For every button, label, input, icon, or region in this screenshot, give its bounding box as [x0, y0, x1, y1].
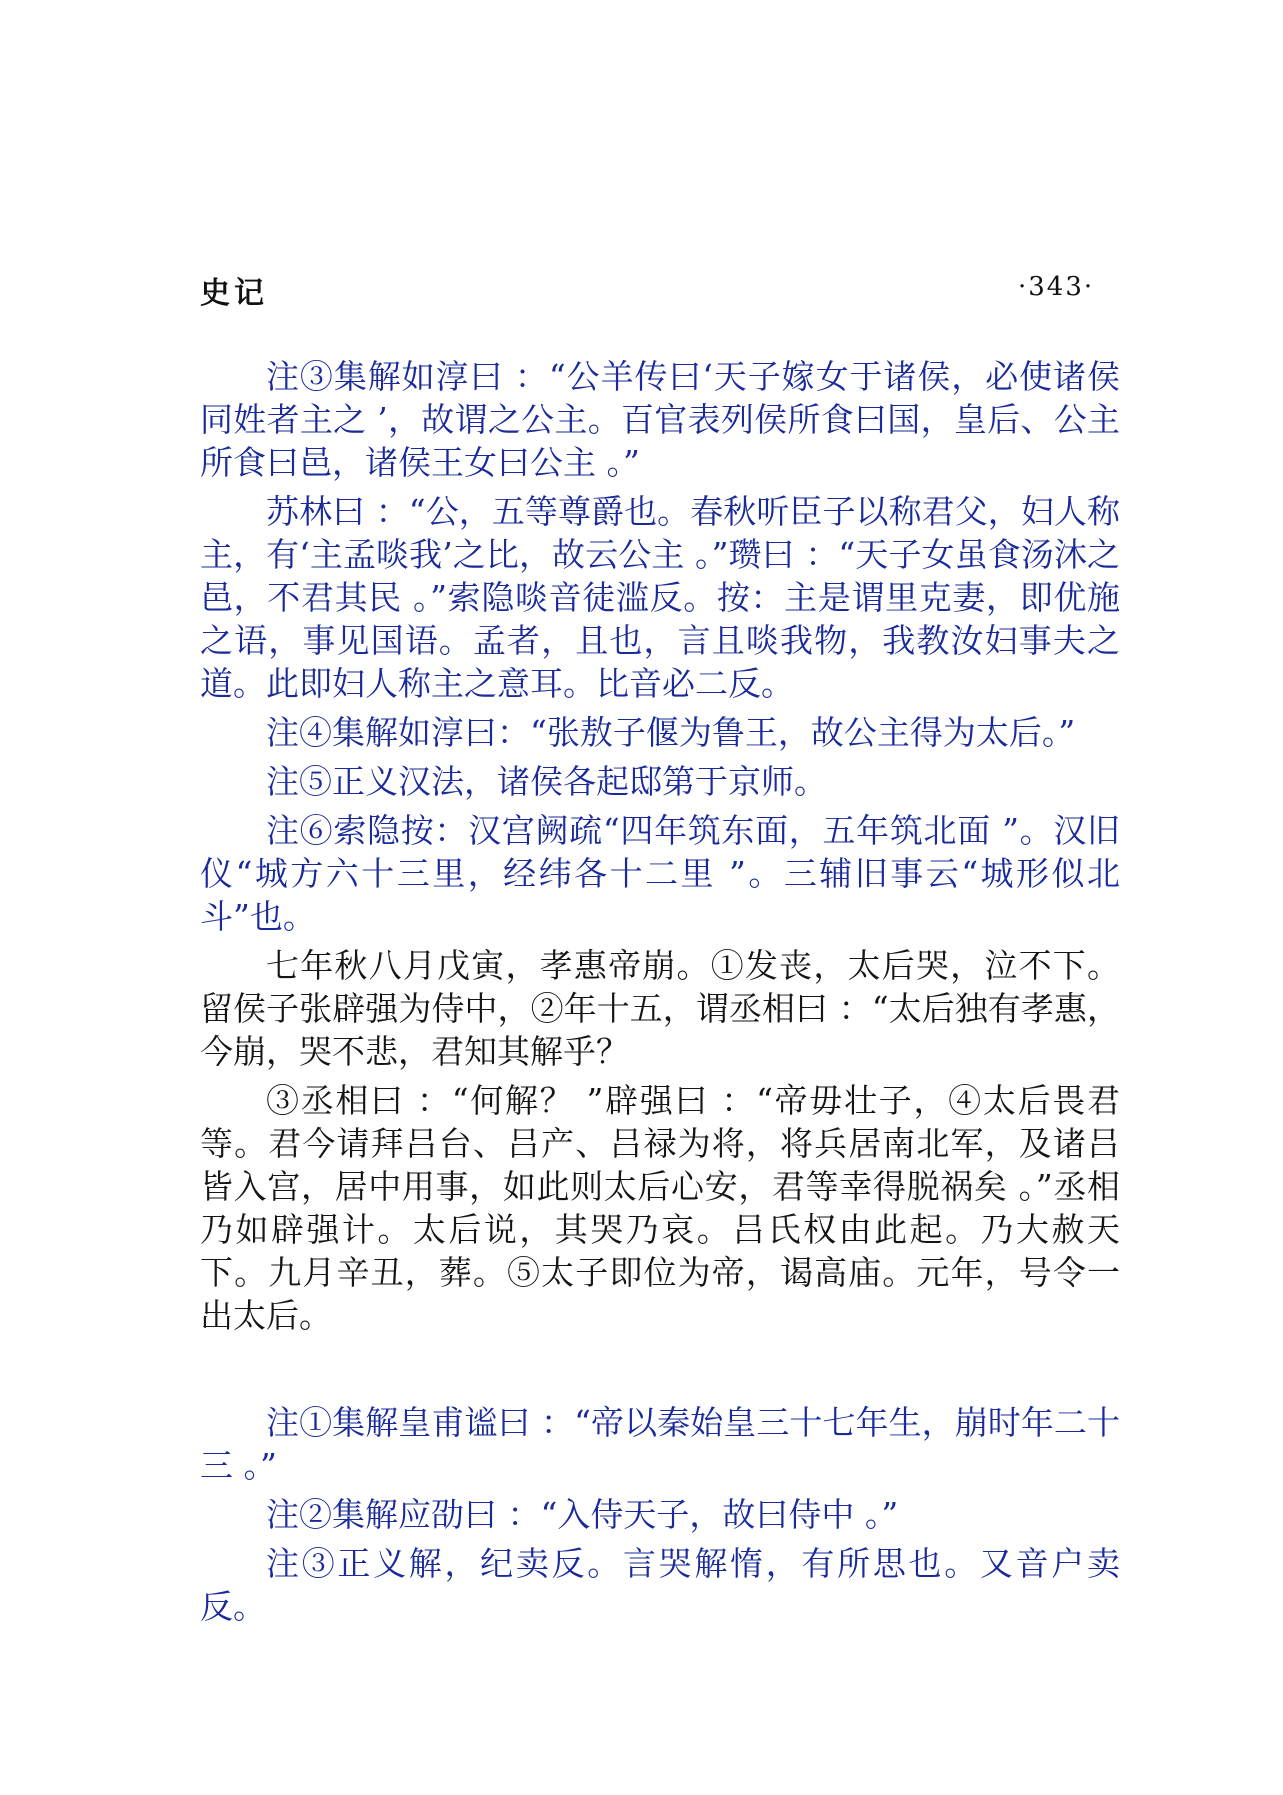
main-text-paragraph: 七年秋八月戊寅，孝惠帝崩。①发丧，太后哭，泣不下。留侯子张辟强为侍中，②年十五，谓丞相曰 ：“太后独有孝惠，今崩，哭不悲，君知其解乎？: [200, 946, 1120, 1071]
section-spacer: [200, 1343, 1120, 1401]
annotation-paragraph: 注③集解如淳曰 ：“公羊传曰‘天子嫁女于诸侯，必使诸侯同姓者主之 ’，故谓之公主。百官表列侯所食曰国，皇后、公主所食曰邑，诸侯王女曰公主 。”: [200, 357, 1120, 482]
running-header-title: 史记: [200, 276, 268, 311]
main-text-paragraph: ③丞相曰 ：“何解？ ”辟强曰 ：“帝毋壮子，④太后畏君等。君今请拜吕台、吕产、吕禄为将，将兵居南北军，及诸吕皆入宫，居中用事，如此则太后心安，君等幸得脱祸矣 。”丞相乃如辟强计。太后说，其哭乃哀。吕氏权由此起。乃大赦天下。九月辛丑，葬。⑤太子即位为帝，谒高庙。元年，号令一出太后。: [200, 1081, 1120, 1335]
page-number: ·343·: [1018, 272, 1095, 302]
annotation-paragraph: 注⑤正义汉法，诸侯各起邸第于京师。: [266, 762, 827, 801]
annotation-paragraph: 注②集解应劭曰 ：“入侍天子，故曰侍中 。”: [266, 1495, 899, 1534]
annotation-paragraph: 注⑥索隐按：汉宫阙疏“四年筑东面，五年筑北面 ”。汉旧仪“城方六十三里，经纬各十二里 ”。三辅旧事云“城形似北斗”也。: [200, 811, 1120, 936]
annotation-paragraph: 注④集解如淳曰：“张敖子偃为鲁王，故公主得为太后。”: [266, 713, 1076, 752]
annotation-paragraph: 苏林曰 ：“公，五等尊爵也。春秋听臣子以称君父，妇人称主，有‘主孟啖我’之比，故云公主 。”瓒曰 ：“天子女虽食汤沐之邑，不君其民 。”索隐啖音徒滥反。按：主是谓里克妻，即优施之语，事见国语。孟者，且也，言且啖我物，我教汝妇事夫之道。此即妇人称主之意耳。比音必二反。: [200, 492, 1120, 703]
page-body: [200, 355, 1120, 1634]
annotation-paragraph: 注③正义解，纪卖反。言哭解惰，有所思也。又音户卖反。: [200, 1544, 1120, 1626]
annotation-paragraph: 注①集解皇甫谧曰 ：“帝以秦始皇三十七年生，崩时年二十三 。”: [200, 1403, 1120, 1485]
